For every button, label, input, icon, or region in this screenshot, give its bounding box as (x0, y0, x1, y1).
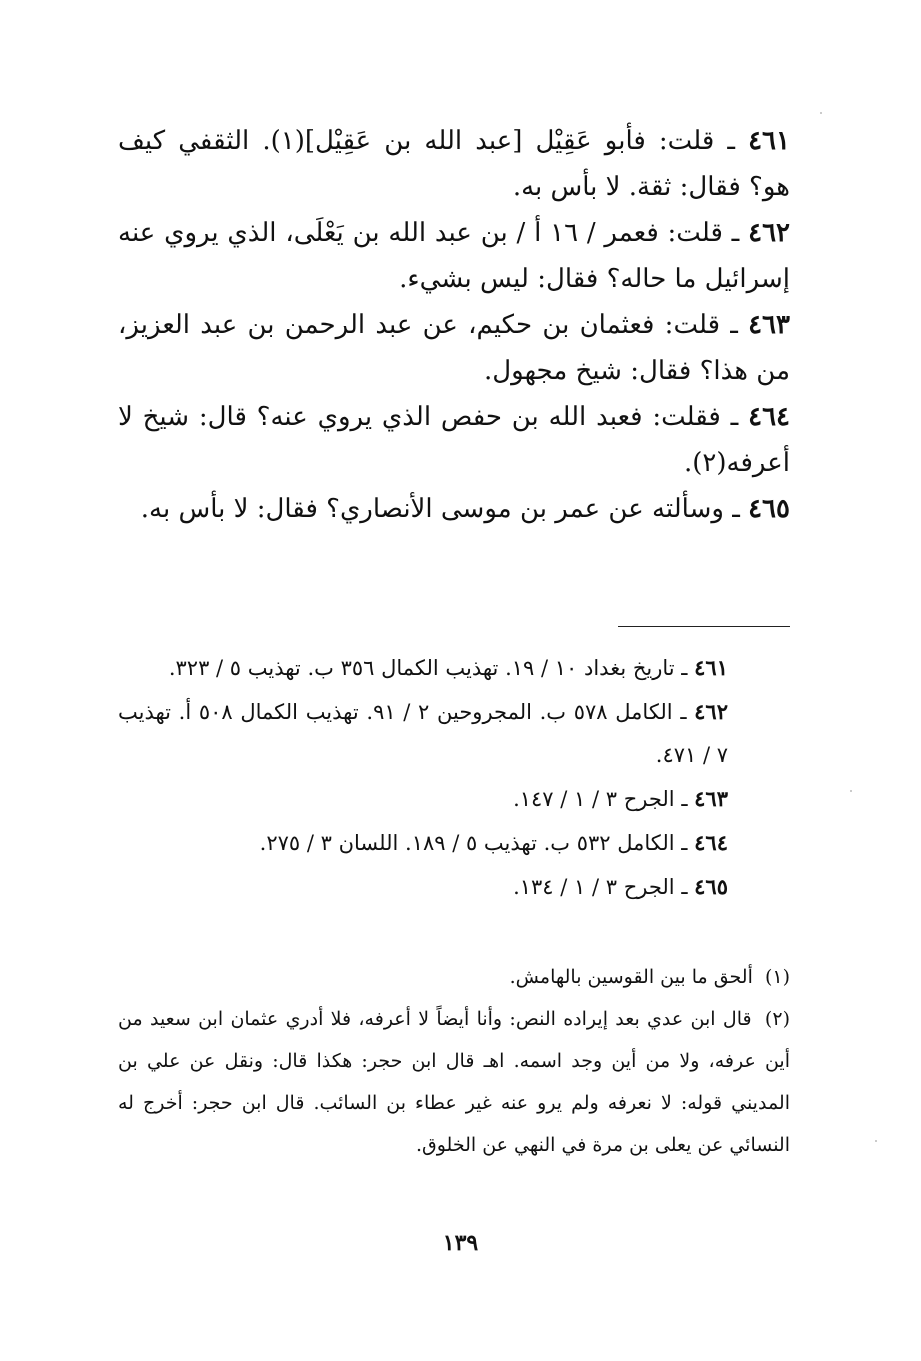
entry-number: ٤٦٤ (748, 402, 791, 432)
reference-461 (118, 646, 728, 690)
footnote-1 (118, 956, 790, 998)
footnote-text: ألحق ما بين القوسين بالهامش. (509, 966, 753, 988)
entry-463 (118, 302, 790, 394)
entry-text: ـ فقلت: فعبد الله بن حفص الذي يروي عنه؟ قال: شيخ لا أعرفه(٢). (118, 402, 790, 478)
entry-text: ـ وسألته عن عمر بن موسى الأنصاري؟ فقال: لا بأس به. (140, 494, 740, 524)
footnotes (118, 956, 790, 1166)
footnote-separator (618, 626, 790, 627)
reference-number: ٤٦٢ (694, 699, 728, 724)
reference-462 (118, 690, 728, 777)
reference-464 (118, 821, 728, 865)
reference-number: ٤٦١ (694, 655, 728, 680)
entry-number: ٤٦٥ (748, 494, 790, 524)
footnote-2 (118, 998, 790, 1166)
entry-461 (118, 118, 790, 210)
reference-465 (118, 865, 728, 909)
reference-text: ـ الكامل ٥٧٨ ب. المجروحين ٢ / ٩١. تهذيب الكمال ٥٠٨ أ. تهذيب ٧ / ٤٧١. (118, 700, 728, 767)
page-number: ١٣٩ (442, 1230, 479, 1256)
reference-number: ٤٦٤ (694, 830, 728, 855)
reference-text: ـ الجرح ٣ / ١ / ١٣٤. (513, 875, 688, 899)
reference-number: ٤٦٣ (694, 786, 728, 811)
main-text (118, 118, 790, 532)
entry-464 (118, 394, 790, 486)
scan-speck (820, 112, 822, 114)
entry-text: ـ قلت: فأبو عَقِيْل [عبد الله بن عَقِيْل](١). الثقفي كيف هو؟ فقال: ثقة. لا بأس به. (118, 126, 790, 202)
footnote-marker: (١) (764, 966, 790, 988)
entry-number: ٤٦٣ (748, 310, 790, 340)
footnote-marker: (٢) (764, 1008, 790, 1030)
reference-text: ـ الجرح ٣ / ١ / ١٤٧. (513, 787, 688, 811)
entry-465 (118, 486, 790, 532)
reference-text: ـ تاريخ بغداد ١٠ / ١٩. تهذيب الكمال ٣٥٦ ب. تهذيب ٥ / ٣٢٣. (168, 656, 688, 680)
reference-number: ٤٦٥ (694, 874, 728, 899)
entry-462 (118, 210, 790, 302)
footnote-text: قال ابن عدي بعد إيراده النص: وأنا أيضاً لا أعرفه، فلا أدري عثمان ابن سعيد من أين عرفه، ولا من أين وجد اسمه. اهـ قال ابن حجر: هكذا قال: ونقل عن علي بن المديني قوله: لا نعرفه ولم يرو عنه غير عطاء بن السائب. قال ابن حجر: أخرج له النسائي عن يعلى بن مرة في النهي عن الخلوق. (118, 1008, 791, 1156)
entry-number: ٤٦٢ (748, 218, 791, 248)
scan-speck (875, 1140, 877, 1142)
entry-number: ٤٦١ (748, 126, 790, 156)
reference-text: ـ الكامل ٥٣٢ ب. تهذيب ٥ / ١٨٩. اللسان ٣ / ٢٧٥. (259, 831, 688, 855)
reference-463 (118, 777, 728, 821)
entry-text: ـ قلت: فعثمان بن حكيم، عن عبد الرحمن بن عبد العزيز، من هذا؟ فقال: شيخ مجهول. (118, 310, 790, 386)
scan-speck (850, 790, 852, 792)
entry-text: ـ قلت: فعمر / ١٦ أ / بن عبد الله بن يَعْلَى، الذي يروي عنه إسرائيل ما حاله؟ فقال: ليس بشيء. (118, 218, 790, 294)
source-references (118, 646, 728, 909)
